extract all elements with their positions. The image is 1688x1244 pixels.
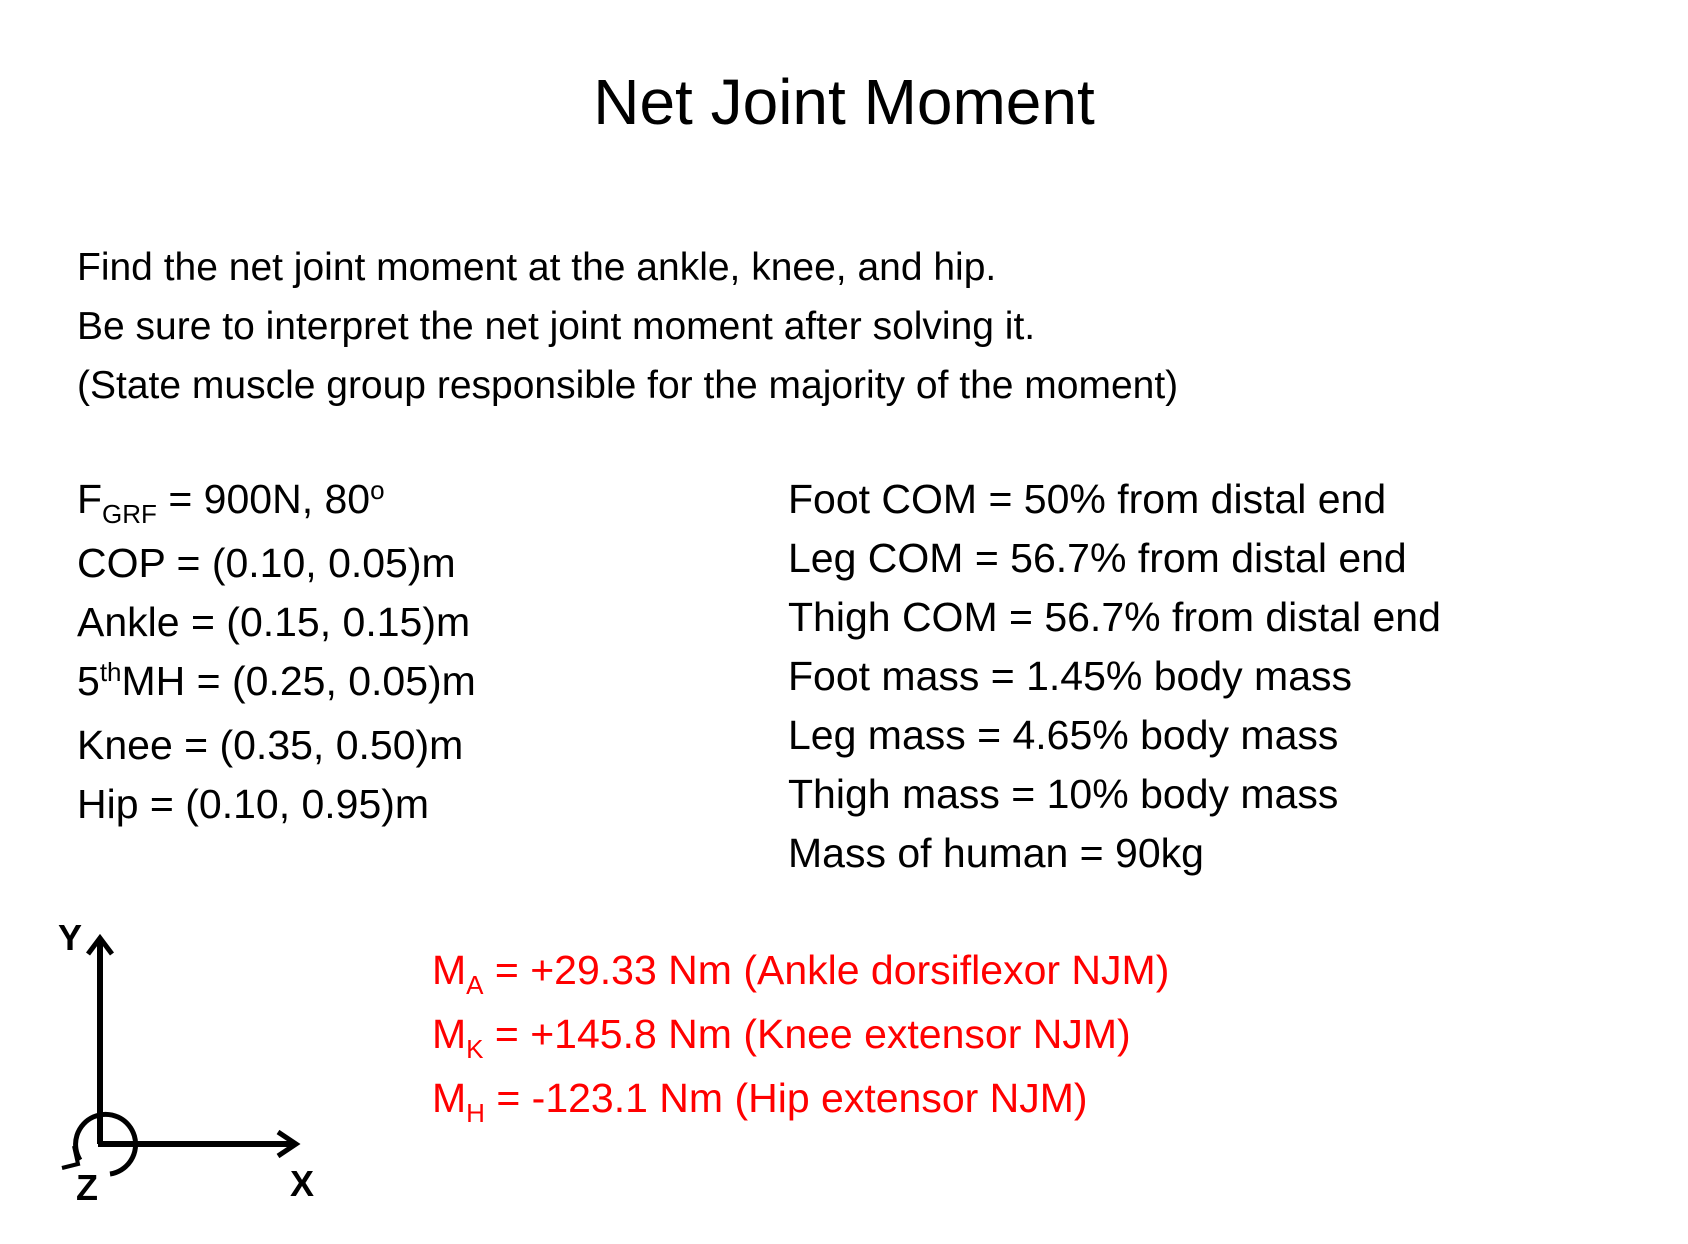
answer-hip <box>432 1069 1169 1133</box>
answer-text: = +145.8 Nm (Knee extensor NJM) <box>483 1011 1131 1057</box>
answer-text: = -123.1 Nm (Hip extensor NJM) <box>484 1075 1088 1121</box>
leg-com-line: Leg COM = 56.7% from distal end <box>788 535 1407 581</box>
degree-superscript: o <box>370 475 385 505</box>
mh-rest: MH = (0.25, 0.05)m <box>121 658 476 704</box>
ankle-line: Ankle = (0.15, 0.15)m <box>77 599 471 645</box>
human-mass-line: Mass of human = 90kg <box>788 830 1204 876</box>
given-values-left <box>77 470 476 834</box>
leg-mass-line: Leg mass = 4.65% body mass <box>788 712 1339 758</box>
answer-subscript: H <box>466 1098 485 1128</box>
hip-line: Hip = (0.10, 0.95)m <box>77 781 430 827</box>
answer-symbol: M <box>432 1011 467 1057</box>
cop-line: COP = (0.10, 0.05)m <box>77 540 456 586</box>
answers <box>432 941 1169 1133</box>
answer-symbol: M <box>432 947 467 993</box>
foot-mass-line: Foot mass = 1.45% body mass <box>788 653 1353 699</box>
mh-line <box>77 652 476 716</box>
instruction-line: (State muscle group responsible for the majority of the moment) <box>77 364 1179 407</box>
y-axis-label: Y <box>58 917 83 958</box>
instruction-line: Be sure to interpret the net joint moment after solving it. <box>77 305 1036 348</box>
x-axis-label: X <box>290 1163 315 1204</box>
foot-com-line: Foot COM = 50% from distal end <box>788 476 1387 522</box>
fgrf-line <box>77 470 476 534</box>
fgrf-subscript: GRF <box>102 499 157 529</box>
answer-symbol: M <box>432 1075 467 1121</box>
given-values-right <box>788 470 1441 883</box>
answer-subscript: K <box>466 1034 484 1064</box>
fgrf-symbol: F <box>77 476 103 522</box>
answer-subscript: A <box>466 970 484 1000</box>
answer-text: = +29.33 Nm (Ankle dorsiflexor NJM) <box>483 947 1170 993</box>
z-rotation-arrowhead <box>62 1146 78 1168</box>
fgrf-value-text: = 900N, 80 <box>168 476 371 522</box>
mh-superscript: th <box>99 657 122 687</box>
mh-prefix: 5 <box>77 658 100 704</box>
thigh-mass-line: Thigh mass = 10% body mass <box>788 771 1339 817</box>
coordinate-axes <box>40 912 340 1212</box>
instructions <box>77 238 1178 415</box>
answer-knee <box>432 1005 1169 1069</box>
slide-title: Net Joint Moment <box>593 66 1095 138</box>
answer-ankle <box>432 941 1169 1005</box>
z-axis-label: Z <box>76 1167 98 1208</box>
knee-line: Knee = (0.35, 0.50)m <box>77 722 464 768</box>
thigh-com-line: Thigh COM = 56.7% from distal end <box>788 594 1441 640</box>
instruction-line: Find the net joint moment at the ankle, knee, and hip. <box>77 246 997 289</box>
fgrf-value <box>157 476 168 522</box>
